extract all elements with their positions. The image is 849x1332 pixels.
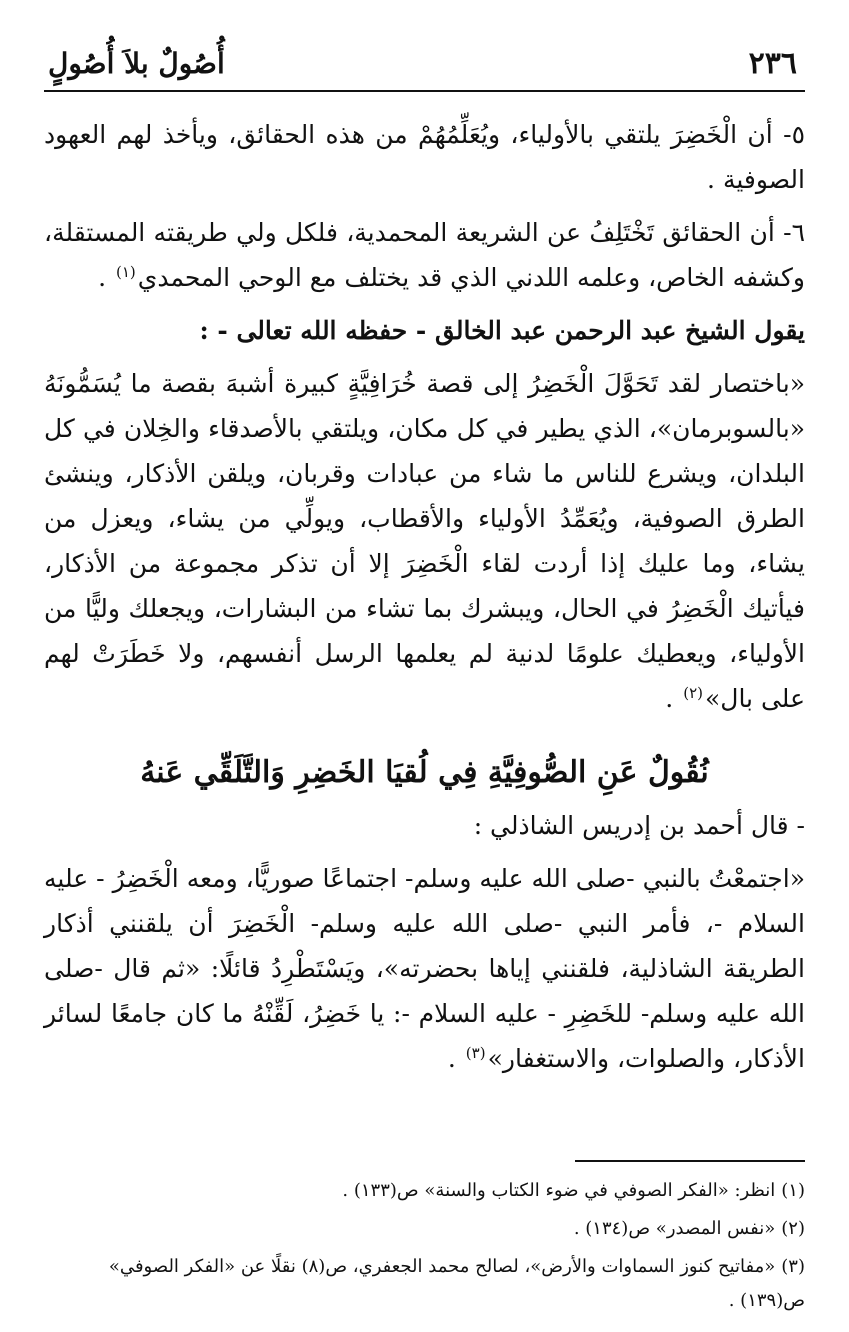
footnote-divider [575,1160,805,1162]
page-header [44,36,805,92]
paragraph-point-5: ٥- أن الْخَضِرَ يلتقي بالأولياء، ويُعَلِّمُهُمْ من هذه الحقائق، ويأخذ لهم العهود الصوفية . [44,120,805,194]
footnote-text: «مفاتيح كنوز السماوات والأرض»، لصالح محمد الجعفري، ص(٨) نقلًا عن «الفكر الصوفي» ص(١٣٩) . [108,1256,805,1311]
quote-2-text: «اجتمعْتُ بالنبي -صلى الله عليه وسلم- اجتماعًا صوريًّا، ومعه الْخَضِرُ - عليه السلام -، فأمر النبي -صلى الله عليه وسلم- الْخَضِرَ أن يلقنني أذكار الطريقة الشاذلية، فلقنني إياها بحضرته»، ويَسْتَطْرِدُ قائلًا: «ثم قال -صلى الله عليه وسلم- للخَضِرِ - عليه السلام -: يا خَضِرُ، لَقِّنْهُ ما كان جامعًا لسائر الأذكار، والصلوات، والاستغفار» [44,864,805,1073]
footnote-ref-1: (١) [115,262,136,281]
footnote-number: (٢) [781,1218,805,1239]
point-6-text: ٦- أن الحقائق تَخْتَلِفُ عن الشريعة المحمدية، فلكل ولي طريقته المستقلة، وكشفه الخاص، وعلمه اللدني الذي قد يختلف مع الوحي المحمدي [44,218,805,292]
section-intro: - قال أحمد بن إدريس الشاذلي : [473,811,805,840]
quote-abdulkhaliq [44,361,805,721]
book-title: أُصُولٌ بلاَ أُصُولٍ [48,47,225,80]
footnote-text: انظر: «الفكر الصوفي في ضوء الكتاب والسنة» ص(١٣٣) . [342,1180,776,1201]
footnote-number: (١) [781,1180,805,1201]
footnotes [44,1160,805,1322]
quote-shadhili [44,856,805,1081]
footnote-number: (٣) [781,1256,805,1277]
page-body [44,112,805,1089]
point-6-end: . [98,263,114,292]
footnote-text: «نفس المصدر» ص(١٣٤) . [573,1218,776,1239]
quote-1-end: . [665,684,682,713]
page-number: ٢٣٦ [748,46,797,81]
quote-intro: يقول الشيخ عبد الرحمن عبد الخالق - حفظه الله تعالى - : [199,316,805,345]
paragraph-point-6 [44,210,805,300]
quote-1-text: «باختصار لقد تَحَوَّلَ الْخَضِرُ إلى قصة خُرَافِيَّةٍ كبيرة أشبهَ بقصة ما يُسَمُّونَهُ «بالسوبرمان»، الذي يطير في كل مكان، ويلتقي بالأصدقاء والخِلان في كل البلدان، ويشرع للناس ما شاء من عبادات وقربان، ويلقن الأذكار، وينشئ الطرق الصوفية، ويُعَمِّدُ الأولياء والأقطاب، ويولِّي من يشاء، ويعزل من يشاء، وما عليك إذا أردت لقاء الْخَضِرَ إلا أن تذكر مجموعة من الأذكار، فيأتيك الْخَضِرُ في الحال، ويبشرك بما تشاء من البشارات، ويجعلك وليًّا من الأولياء، ويعطيك علومًا لدنية لم يعلمها الرسل أنفسهم، ولا خَطَرَتْ لهم على بال» [44,369,805,713]
footnote-3 [44,1250,805,1318]
section-heading: نُقُولٌ عَنِ الصُّوفِيَّةِ فِي لُقيَا الخَضِرِ وَالتَّلَقِّي عَنهُ [140,755,709,790]
footnote-1 [44,1174,805,1208]
footnote-ref-3: (٣) [465,1043,486,1062]
footnote-ref-2: (٢) [683,683,703,702]
quote-2-end: . [447,1044,464,1073]
footnote-2 [44,1212,805,1246]
